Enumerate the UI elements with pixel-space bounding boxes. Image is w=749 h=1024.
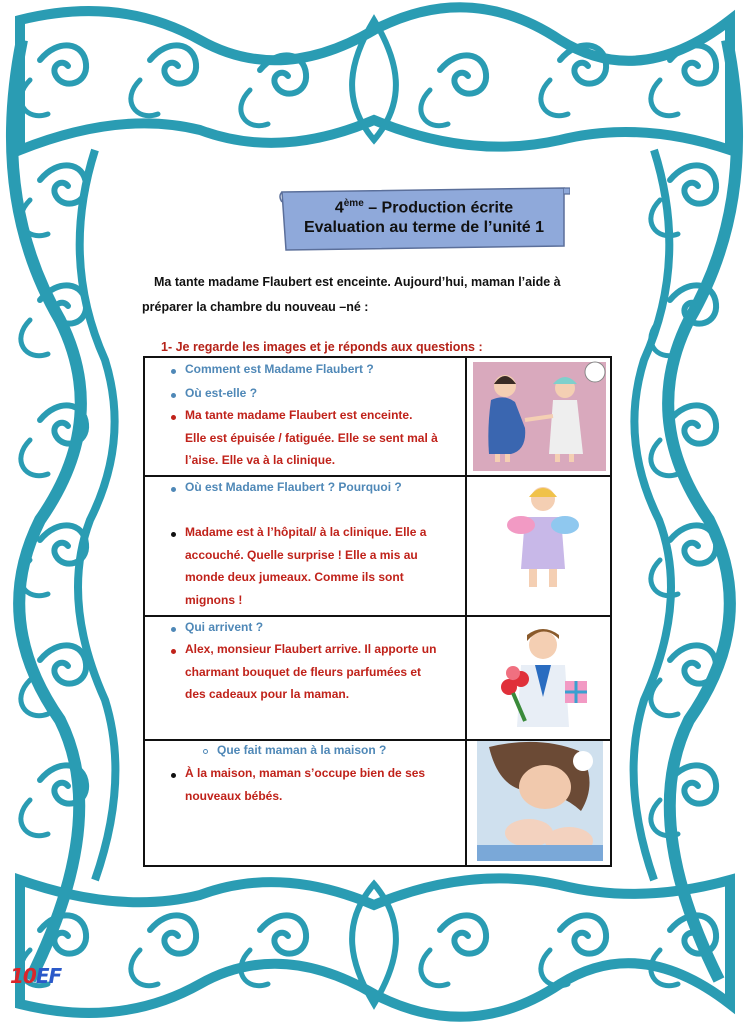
site-logo bbox=[10, 964, 62, 996]
question-text: Que fait maman à la maison ? bbox=[217, 743, 387, 757]
illustration-man-flowers-gift bbox=[469, 617, 610, 739]
answer-line: À la maison, maman s’occupe bien de ses bbox=[185, 766, 426, 780]
bullet-icon bbox=[171, 649, 176, 654]
bullet-icon bbox=[171, 532, 176, 537]
section-title: 1- Je regarde les images et je réponds aux questions : bbox=[161, 340, 483, 354]
title-banner bbox=[278, 186, 570, 252]
table-row bbox=[145, 477, 610, 617]
illustration-pregnant-woman-nurse bbox=[469, 358, 610, 475]
answer-line: monde deux jumeaux. Comme ils sont bbox=[185, 570, 404, 584]
answer-text bbox=[185, 521, 426, 611]
answer-line: l’aise. Elle va à la clinique. bbox=[185, 453, 336, 467]
intro-line-1 bbox=[142, 270, 602, 295]
title-line-1 bbox=[278, 194, 570, 218]
bullet-icon bbox=[171, 415, 176, 420]
table-row bbox=[145, 617, 610, 741]
question-cell bbox=[145, 358, 467, 475]
answer-line: Madame est à l’hôpital/ à la clinique. Elle a bbox=[185, 525, 427, 539]
logo-part-1: 10 bbox=[10, 964, 36, 988]
title-line-2: Evaluation au terme de l’unité 1 bbox=[303, 219, 545, 237]
answer-line: Alex, monsieur Flaubert arrive. Il apporte un bbox=[185, 642, 437, 656]
question-text: Comment est Madame Flaubert ? bbox=[185, 362, 374, 376]
answer-line: Elle est épuisée / fatiguée. Elle se sent mal à bbox=[185, 430, 438, 445]
answer-line: mignons ! bbox=[185, 592, 243, 607]
question-text: Où est Madame Flaubert ? Pourquoi ? bbox=[185, 480, 402, 494]
title-rest: – Production écrite bbox=[363, 199, 514, 217]
answer-line: charmant bouquet de fleurs parfumées et bbox=[185, 664, 422, 679]
question-text: Qui arrivent ? bbox=[185, 620, 264, 634]
bullet-icon bbox=[171, 393, 176, 398]
logo-part-2: EF bbox=[35, 964, 62, 988]
banner-title bbox=[278, 194, 570, 238]
intro-line-1-text: Ma tante madame Flaubert est enceinte. Aujourd’hui, maman l’aide à bbox=[154, 275, 561, 289]
intro-paragraph bbox=[142, 270, 602, 320]
question-text: Où est-elle ? bbox=[185, 386, 258, 400]
illustration-nurse-twins bbox=[469, 477, 610, 615]
table-row bbox=[145, 358, 610, 477]
answer-text bbox=[185, 762, 425, 807]
bullet-icon bbox=[171, 369, 176, 374]
intro-line-2: préparer la chambre du nouveau –né : bbox=[142, 300, 369, 314]
answer-line: Ma tante madame Flaubert est enceinte. bbox=[185, 408, 413, 422]
bullet-icon bbox=[171, 773, 176, 778]
answer-line: accouché. Quelle surprise ! Elle a mis au bbox=[185, 547, 418, 562]
question-cell bbox=[145, 617, 467, 739]
questions-table bbox=[143, 356, 612, 867]
title-level: 4 bbox=[334, 199, 344, 217]
table-row bbox=[145, 741, 610, 865]
illustration-mother-babies bbox=[469, 741, 610, 865]
answer-line: nouveaux bébés. bbox=[185, 788, 283, 803]
bullet-icon bbox=[171, 487, 176, 492]
question-cell bbox=[145, 741, 467, 865]
title-sup: ème bbox=[343, 198, 364, 209]
circle-bullet-icon bbox=[203, 749, 208, 754]
bullet-icon bbox=[171, 627, 176, 632]
answer-text bbox=[185, 404, 438, 472]
question-cell bbox=[145, 477, 467, 615]
answer-text bbox=[185, 638, 436, 706]
answer-line: des cadeaux pour la maman. bbox=[185, 687, 350, 701]
